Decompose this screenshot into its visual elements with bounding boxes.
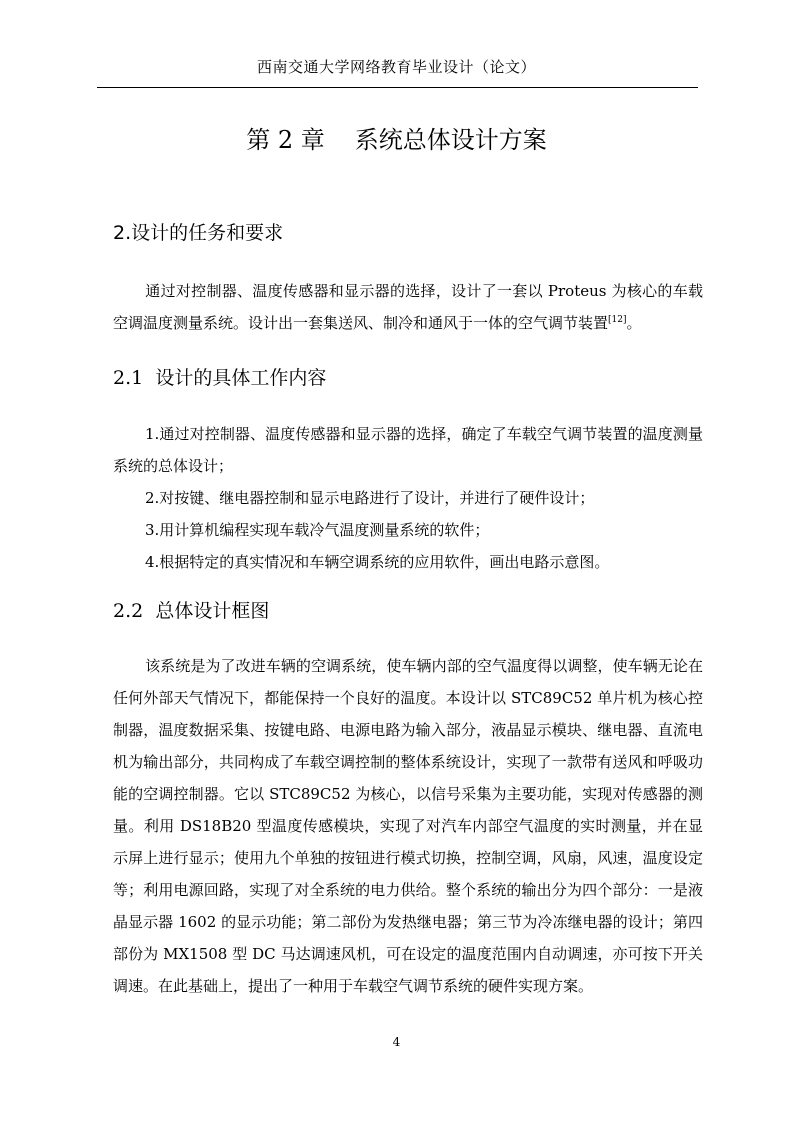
section-2-paragraph-end: 。 <box>626 314 642 332</box>
work-item-2 <box>113 482 703 514</box>
chapter-name: 系统总体设计方案 <box>354 126 547 154</box>
section-2-2-number: 2.2 <box>113 600 144 622</box>
chapter-number: 第 2 章 <box>246 126 325 154</box>
section-2-paragraph <box>113 275 703 339</box>
section-2-2-heading <box>113 596 269 623</box>
work-item-1-text: 1.通过对控制器、温度传感器和显示器的选择，确定了车载空气调节装置的温度测量系统的总体设计； <box>113 425 703 475</box>
section-2-paragraph-text: 通过对控制器、温度传感器和显示器的选择，设计了一套以 Proteus 为核心的车载空调温度测量系统。设计出一套集送风、制冷和通风于一体的空气调节装置 <box>113 282 703 332</box>
section-2-2-title: 总体设计框图 <box>155 600 270 622</box>
section-2-2-paragraph <box>113 650 703 1002</box>
header-divider <box>97 87 698 88</box>
citation-ref: [12] <box>608 315 627 325</box>
section-2-1-title: 设计的具体工作内容 <box>155 367 327 389</box>
section-2-1-number: 2.1 <box>113 367 144 389</box>
work-item-2-text: 2.对按键、继电器控制和显示电路进行了设计，并进行了硬件设计； <box>145 489 595 507</box>
work-item-1 <box>113 418 703 482</box>
work-item-3 <box>113 514 703 546</box>
section-2-2-paragraph-text: 该系统是为了改进车辆的空调系统，使车辆内部的空气温度得以调整，使车辆无论在任何外部天气情况下，都能保持一个良好的温度。本设计以 STC89C52 单片机为核心控制器，温度数据采集、按键电路、电源电路为输入部分，液晶显示模块、继电器、直流电机为输出部分，共同构成了车载空调控制的整体系统设计，实现了一款带有送风和呼吸功能的空调控制器。它以 STC89C52 为核心，以信号采集为主要功能，实现对传感器的测量。利用 DS18B20 型温度传感模块，实现了对汽车内部空气温度的实时测量，并在显示屏上进行显示；使用九个单独的按钮进行模式切换，控制空调，风扇，风速，温度设定等；利用电源回路，实现了对全系统的电力供给。整个系统的输出分为四个部分：一是液晶显示器 1602 的显示功能；第二部份为发热继电器；第三节为冷冻继电器的设计；第四部份为 MX1508 型 DC 马达调速风机，可在设定的温度范围内自动调速，亦可按下开关调速。在此基础上，提出了一种用于车载空气调节系统的硬件实现方案。 <box>113 657 703 995</box>
running-header: 西南交通大学网络教育毕业设计（论文） <box>256 58 536 76</box>
section-2-1-heading <box>113 363 326 390</box>
work-item-4 <box>113 546 703 578</box>
work-item-4-text: 4.根据特定的真实情况和车辆空调系统的应用软件，画出电路示意图。 <box>145 553 610 571</box>
section-2-heading: 2.设计的任务和要求 <box>113 222 284 244</box>
chapter-title <box>0 120 793 155</box>
page-number: 4 <box>392 1035 401 1049</box>
work-item-3-text: 3.用计算机编程实现车载冷气温度测量系统的软件； <box>145 521 490 539</box>
